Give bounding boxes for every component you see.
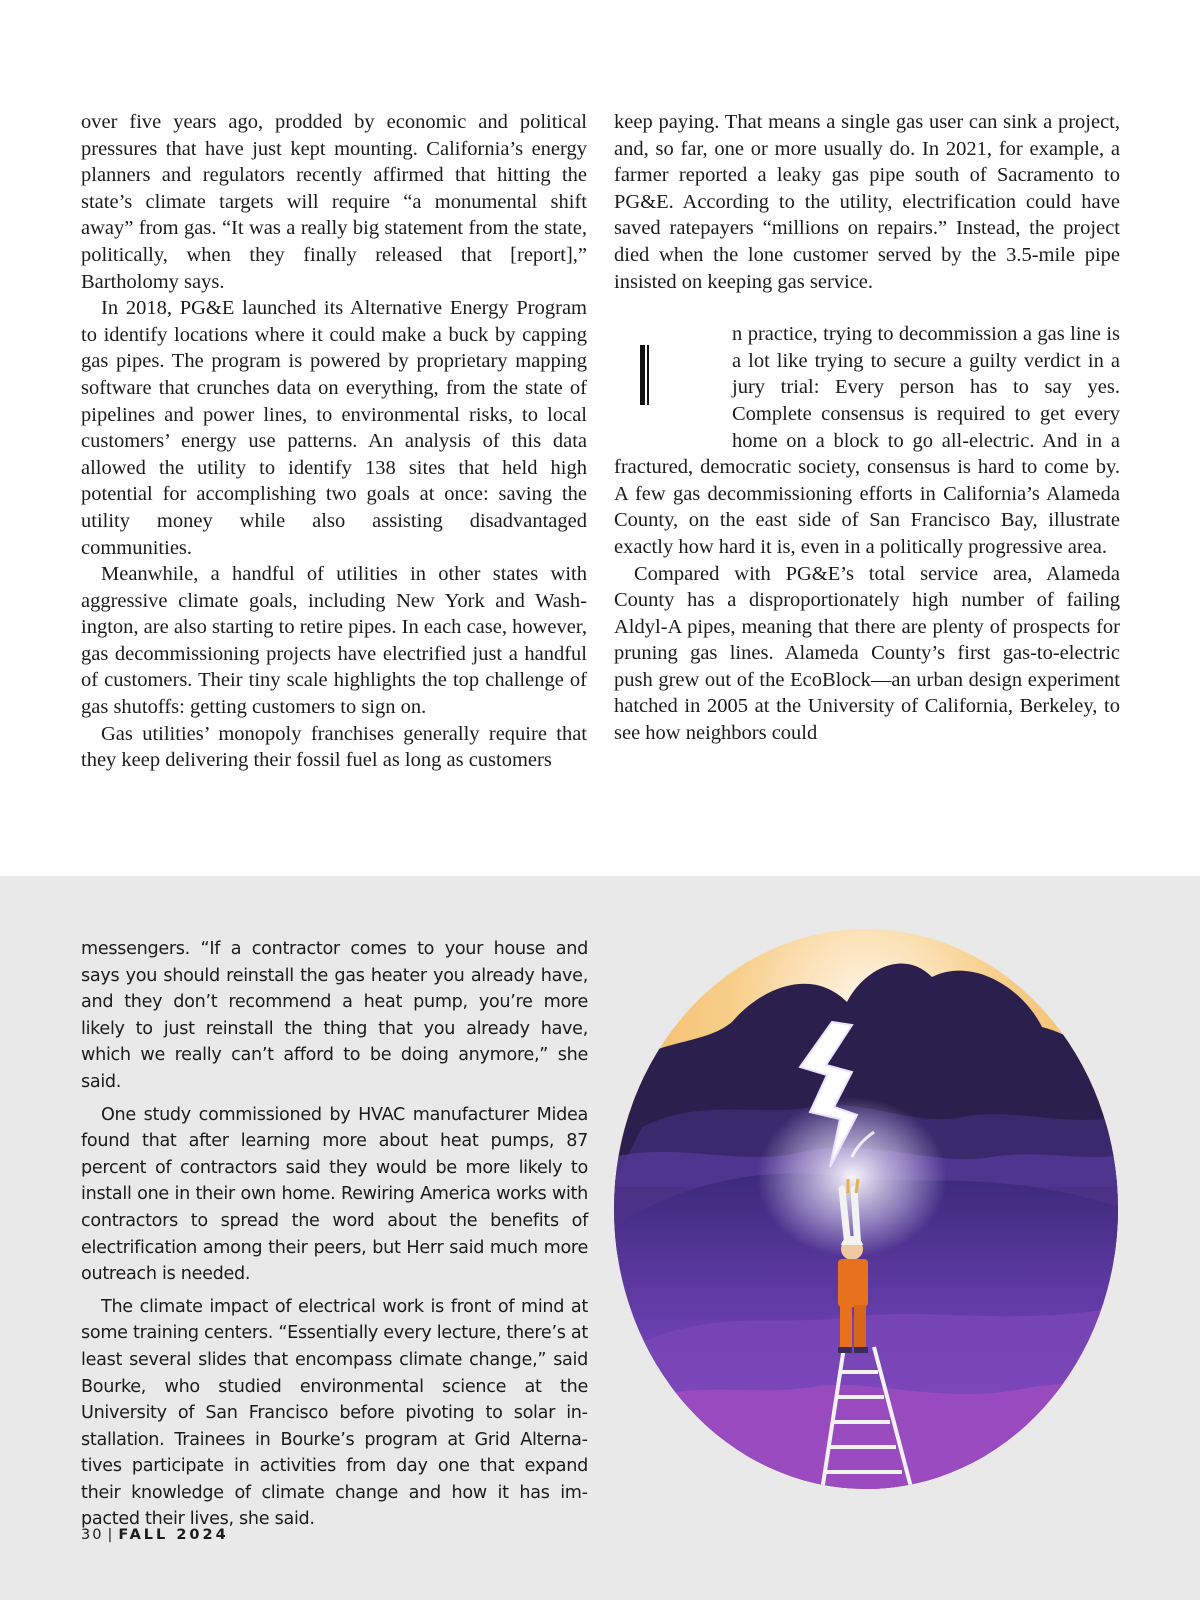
section-opening-paragraph: n practice, trying to decommission a gas line is a lot like trying to secure a guilty verdict in a jury trial: Every person has to say yes. Complete consensus is required to get every home on a block to go all-electric. And in a fractured, democratic society, consensus is hard to come by. A few gas decommissioning efforts in California’s Alameda County, on the east side of San Francisco Bay, illustrate exactly how hard it is, even in a politically progressive area. — [614, 323, 1120, 558]
electrician-illustration — [612, 927, 1120, 1491]
footer-separator: | — [107, 1527, 115, 1543]
sidebar-paragraph: messengers. “If a contractor comes to your house and says you should reinstall the gas heater you already have, and they don’t recommend a heat pump, you’re more likely to just reinstall the thing that you already have, which we really can’t afford to be doing anymore,” she said. — [81, 939, 588, 1092]
page-number: 30 — [81, 1527, 104, 1543]
article-paragraph: keep paying. That means a single gas user can sink a project, and, so far, one or more usually do. In 2021, for example, a farmer reported a leaky gas pipe south of Sacramento to PG&E. According to the utility, electrification could have saved ratepayers “millions on repairs.” Instead, the project died when the lone customer served by the 3.5-mile pipe insisted on keeping gas service. — [614, 111, 1120, 293]
sidebar-paragraph: One study commissioned by HVAC manufacturer Midea found that after learning more about heat pumps, 87 percent of contractors said they would be more likely to install one in their own home. Rewiring America works with contractors to spread the word about the benefits of electrification among their peers, but Herr said much more outreach is needed. — [81, 1104, 588, 1285]
article-left-column — [81, 109, 587, 774]
issue-season: FALL 2024 — [118, 1527, 229, 1543]
article-paragraph: Meanwhile, a handful of utilities in other states with aggressive climate goals, including New York and Washington, are also starting to retire pipes. In each case, however, gas decommissioning projects have electrified just a handful of customers. Their tiny scale highlights the top challenge of gas shutoffs: getting customers to sign on. — [81, 563, 587, 719]
article-paragraph: over five years ago, prodded by economic and political pressures that have just kept mounting. California’s energy planners and regulators recently affirmed that hitting the state’s climate targets will require “a monumental shift away” from gas. “It was a really big statement from the state, politically, when they finally released that [report],” Bartholomy says. — [81, 111, 587, 293]
article-right-column — [614, 109, 1120, 747]
page-footer — [81, 1527, 229, 1543]
sidebar-text-column — [81, 936, 588, 1533]
section-break — [614, 321, 1120, 560]
sidebar-paragraph: The climate impact of electrical work is front of mind at some training centers. “Essentially every lecture, there’s at least several slides that encompass climate change,” said Bourke, who studied environmental science at the University of San Francisco before pivoting to solar installation. Trainees in Bourke’s program at Grid Alternatives participate in activities from day one that expand their knowledge of climate change and how it has impacted their lives, she said. — [81, 1296, 588, 1530]
article-paragraph: Compared with PG&E’s total service area, Alameda County has a disproportionately high number of failing Aldyl-A pipes, meaning that there are plenty of prospects for pruning gas lines. Alameda County’s first gas-to-electric push grew out of the EcoBlock—an urban design experiment hatched in 2005 at the University of California, Berkeley, to see how neighbors could — [614, 562, 1120, 745]
article-paragraph: Gas utilities’ monopoly franchises generally require that they keep delivering their fossil fuel as long as customers — [81, 722, 587, 772]
drop-cap-i-icon — [614, 321, 732, 433]
article-paragraph: In 2018, PG&E launched its Alternative Energy Program to identify locations where it could make a buck by capping gas pipes. The program is powered by proprietary mapping software that crunches data on everything, from the state of pipelines and power lines, to environmental risks, to local customers’ energy use patterns. An analysis of this data allowed the utility to identify 138 sites that held high potential for accomplishing two goals at once: saving the utility money while also assisting disadvantaged communities. — [81, 297, 587, 559]
